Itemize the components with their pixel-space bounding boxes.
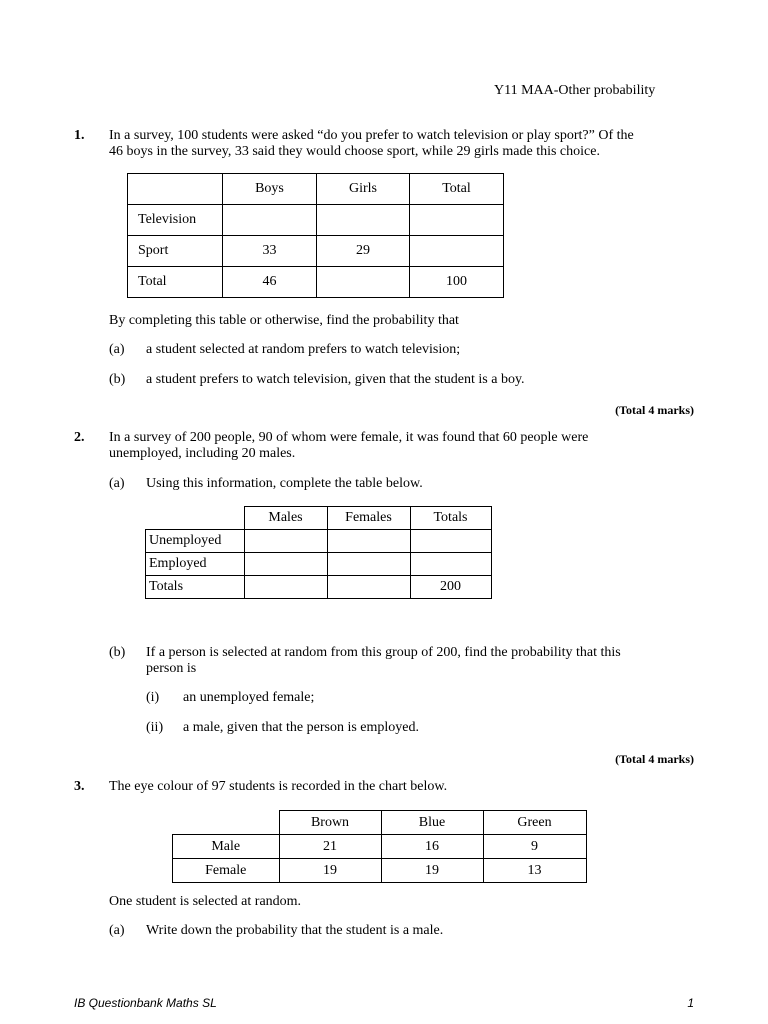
table-header: Boys [223, 174, 317, 205]
question-3-text-line1: The eye colour of 97 students is recorded in the chart below. [109, 779, 448, 794]
table-row-label: Employed [146, 553, 245, 576]
table-cell [244, 553, 327, 576]
table-cell [244, 530, 327, 553]
table-row [173, 859, 587, 883]
table-header-row [146, 507, 492, 530]
table-cell [410, 530, 491, 553]
table-header: Females [327, 507, 410, 530]
table-cell [327, 553, 410, 576]
table-cell [327, 576, 410, 599]
table-cell [128, 174, 223, 205]
table-cell: 29 [317, 236, 410, 267]
question-1b-text: a student prefers to watch television, given that the student is a boy. [146, 372, 525, 387]
table-cell: 9 [483, 835, 586, 859]
table-row [173, 835, 587, 859]
question-2-text-line2: unemployed, including 20 males. [109, 446, 296, 461]
table-header: Green [483, 811, 586, 835]
table-cell: 13 [483, 859, 586, 883]
table-cell: 200 [410, 576, 491, 599]
question-1a-text: a student selected at random prefers to watch television; [146, 342, 461, 357]
table-row [146, 553, 492, 576]
question-2-table [145, 506, 492, 599]
question-2-text-line1: In a survey of 200 people, 90 of whom were female, it was found that 60 people were [109, 430, 589, 445]
table-cell [244, 576, 327, 599]
question-2b-label: (b) [109, 645, 126, 660]
footer-source: IB Questionbank Maths SL [74, 996, 217, 1010]
table-row-label: Unemployed [146, 530, 245, 553]
question-2b-ii-label: (ii) [146, 720, 164, 735]
question-3a-label: (a) [109, 923, 125, 938]
question-2b-text-line1: If a person is selected at random from this group of 200, find the probability that this [146, 645, 621, 660]
table-cell: 19 [381, 859, 483, 883]
question-2b-i-label: (i) [146, 690, 160, 705]
table-cell [146, 507, 245, 530]
page-number: 1 [687, 996, 694, 1010]
table-row-label: Total [128, 267, 223, 298]
table-cell [327, 530, 410, 553]
document-header: Y11 MAA-Other probability [494, 83, 656, 98]
question-2b-i-text: an unemployed female; [183, 690, 315, 705]
question-2a-text: Using this information, complete the table below. [146, 476, 423, 491]
table-row [128, 236, 504, 267]
question-1-total-marks: (Total 4 marks) [615, 403, 694, 417]
question-1b-label: (b) [109, 372, 126, 387]
table-row [128, 205, 504, 236]
question-2-number: 2. [74, 430, 85, 445]
question-3a-text: Write down the probability that the student is a male. [146, 923, 444, 938]
table-header: Totals [410, 507, 491, 530]
table-row-label: Female [173, 859, 280, 883]
question-2b-ii-text: a male, given that the person is employed. [183, 720, 419, 735]
question-1a-label: (a) [109, 342, 125, 357]
table-cell: 21 [279, 835, 381, 859]
question-3-number: 3. [74, 779, 85, 794]
table-header: Blue [381, 811, 483, 835]
question-1-text-line2: 46 boys in the survey, 33 said they would choose sport, while 29 girls made this choice. [109, 144, 600, 159]
table-header: Girls [317, 174, 410, 205]
question-1-number: 1. [74, 128, 85, 143]
table-cell [410, 553, 491, 576]
table-cell: 33 [223, 236, 317, 267]
table-cell [410, 205, 504, 236]
table-row-label: Male [173, 835, 280, 859]
table-cell: 100 [410, 267, 504, 298]
table-header: Brown [279, 811, 381, 835]
table-cell: 16 [381, 835, 483, 859]
table-cell [223, 205, 317, 236]
table-header-row [128, 174, 504, 205]
table-header: Total [410, 174, 504, 205]
question-2-total-marks: (Total 4 marks) [615, 752, 694, 766]
table-cell: 46 [223, 267, 317, 298]
question-3-table [172, 810, 587, 883]
table-cell [410, 236, 504, 267]
table-header-row [173, 811, 587, 835]
table-header: Males [244, 507, 327, 530]
table-cell [317, 267, 410, 298]
table-cell: 19 [279, 859, 381, 883]
table-row [128, 267, 504, 298]
question-2a-label: (a) [109, 476, 125, 491]
table-row-label: Totals [146, 576, 245, 599]
table-cell [173, 811, 280, 835]
question-1-table [127, 173, 504, 298]
question-1-instruction: By completing this table or otherwise, find the probability that [109, 313, 459, 328]
table-row-label: Sport [128, 236, 223, 267]
table-row [146, 576, 492, 599]
table-row-label: Television [128, 205, 223, 236]
question-2b-text-line2: person is [146, 661, 197, 676]
table-row [146, 530, 492, 553]
table-cell [317, 205, 410, 236]
question-1-text-line1: In a survey, 100 students were asked “do you prefer to watch television or play sport?” Of the [109, 128, 634, 143]
question-3-instruction: One student is selected at random. [109, 894, 302, 909]
